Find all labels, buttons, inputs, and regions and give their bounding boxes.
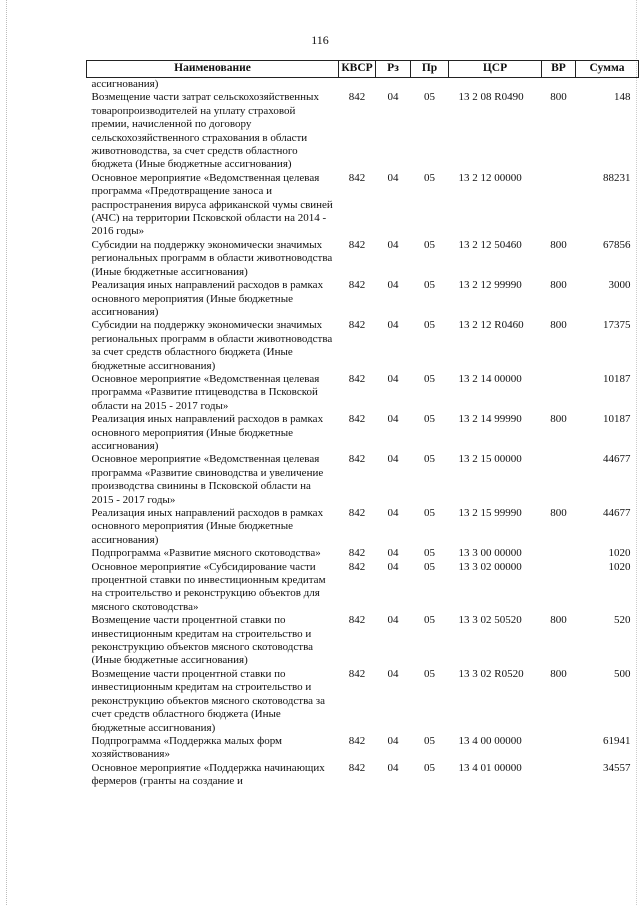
cell-rz: 04 [387, 171, 399, 184]
table-row [87, 547, 639, 560]
cell-csr: 13 2 12 00000 [458, 171, 522, 184]
cell-name: Подпрограмма «Развитие мясного скотоводства» [91, 547, 321, 560]
cell-rz: 04 [387, 91, 399, 104]
cell-csr: 13 2 12 R0460 [458, 319, 524, 332]
cell-rz: 04 [387, 319, 399, 332]
cell-rz: 04 [387, 547, 399, 560]
cell-vr: 800 [550, 238, 567, 251]
cell-name: Основное мероприятие «Ведомственная целевая программа «Предотвращение заноса и распространения вируса африканской чумы свиней (АЧС) на территории Псковской области на 2014 - 2016 годы» [91, 171, 333, 238]
cell-name: Основное мероприятие «Поддержка начинающих фермеров (гранты на создание и [91, 761, 325, 788]
cell-sum: 3000 [608, 279, 631, 292]
header-name: Наименование [87, 61, 339, 78]
cell-sum: 61941 [603, 734, 631, 747]
cell-rz: 04 [387, 372, 399, 385]
cell-pr: 05 [424, 614, 435, 627]
table-row [87, 78, 639, 92]
cell-rz: 04 [387, 734, 399, 747]
header-vr: ВР [542, 61, 576, 78]
cell-kvsr: 842 [348, 279, 366, 292]
cell-vr [542, 78, 576, 92]
cell-kvsr: 842 [348, 560, 366, 573]
cell-sum: 44677 [603, 507, 631, 519]
cell-vr [542, 172, 576, 239]
cell-vr: 800 [550, 614, 567, 627]
cell-name: Реализация иных направлений расходов в рамках основного мероприятия (Иные бюджетные ассигнования) [91, 507, 324, 546]
cell-name: Возмещение части затрат сельскохозяйственных товаропроизводителей на уплату страховой премии, начисленной по договору сельскохозяйственного страхования в области животноводства, за счет средств областного бюджета (Иные бюджетные ассигнования) [91, 91, 319, 171]
cell-sum: 44677 [603, 453, 631, 466]
cell-vr [542, 547, 576, 560]
cell-csr: 13 2 15 99990 [458, 507, 522, 519]
cell-sum: 67856 [603, 238, 631, 251]
cell-kvsr: 842 [348, 453, 366, 466]
cell-rz: 04 [387, 560, 399, 573]
cell-rz: 04 [387, 453, 399, 466]
budget-table [86, 60, 639, 789]
cell-rz: 04 [387, 614, 399, 627]
cell-pr: 05 [424, 560, 435, 573]
cell-kvsr: 842 [348, 667, 366, 680]
cell-sum: 17375 [603, 319, 631, 332]
cell-vr: 800 [550, 91, 567, 104]
table-row [87, 172, 639, 239]
cell-name: Реализация иных направлений расходов в рамках основного мероприятия (Иные бюджетные ассигнования) [91, 279, 324, 318]
budget-table-container [86, 60, 638, 789]
cell-rz: 04 [387, 413, 399, 426]
cell-csr: 13 4 01 00000 [458, 761, 522, 774]
cell-sum: 1020 [608, 547, 631, 560]
cell-csr: 13 2 12 50460 [458, 238, 522, 251]
table-row [87, 319, 639, 373]
cell-vr: 800 [550, 413, 567, 426]
cell-name: Субсидии на поддержку экономически значимых региональных программ в области животноводства (Иные бюджетные ассигнования) [91, 238, 333, 278]
cell-pr: 05 [424, 761, 435, 774]
cell-sum: 520 [614, 614, 631, 627]
header-csr: ЦСР [449, 61, 542, 78]
table-row [87, 614, 639, 668]
cell-vr: 800 [550, 667, 567, 680]
cell-pr: 05 [424, 734, 435, 747]
cell-kvsr: 842 [348, 614, 366, 627]
table-row [87, 735, 639, 762]
table-row [87, 668, 639, 735]
table-row [87, 413, 639, 453]
cell-csr: 13 2 14 00000 [458, 372, 522, 385]
cell-kvsr: 842 [348, 734, 366, 747]
cell-name: Основное мероприятие «Ведомственная целевая программа «Развитие птицеводства в Псковской области на 2015 - 2017 годы» [91, 372, 320, 412]
cell-rz: 04 [387, 667, 399, 680]
cell-rz: 04 [387, 238, 399, 251]
cell-vr: 800 [550, 319, 567, 332]
cell-pr: 05 [424, 372, 435, 385]
cell-csr: 13 2 15 00000 [458, 453, 522, 466]
page-number: 116 [311, 33, 329, 47]
cell-sum: 34557 [603, 761, 631, 774]
cell-name: Возмещение части процентной ставки по инвестиционным кредитам на строительство и реконструкцию объектов мясного скотоводства (Иные бюджетные ассигнования) [91, 614, 313, 667]
cell-pr: 05 [424, 171, 435, 184]
cell-sum: 10187 [603, 372, 631, 385]
cell-kvsr: 842 [348, 171, 366, 184]
cell-name: Подпрограмма «Поддержка малых форм хозяйствования» [91, 734, 283, 761]
table-row [87, 239, 639, 279]
cell-sum: 1020 [608, 560, 631, 573]
cell-pr: 05 [424, 507, 435, 519]
cell-kvsr [339, 78, 376, 92]
cell-kvsr: 842 [348, 413, 366, 426]
cell-pr: 05 [424, 279, 435, 292]
cell-vr: 800 [550, 279, 567, 292]
cell-vr [542, 561, 576, 615]
cell-name: ассигнования) [91, 78, 159, 90]
table-row [87, 453, 639, 507]
cell-rz [376, 78, 411, 92]
table-row [87, 373, 639, 413]
cell-kvsr: 842 [348, 372, 366, 385]
table-header-row [87, 61, 639, 78]
cell-pr: 05 [424, 319, 435, 332]
cell-vr [542, 735, 576, 762]
cell-rz: 04 [387, 279, 399, 292]
cell-kvsr: 842 [348, 761, 366, 774]
cell-sum [576, 78, 639, 92]
header-kvsr: КВСР [339, 61, 376, 78]
cell-kvsr: 842 [348, 507, 366, 519]
cell-pr: 05 [424, 238, 435, 251]
cell-kvsr: 842 [348, 238, 366, 251]
table-row [87, 507, 639, 547]
cell-vr [542, 373, 576, 413]
cell-sum: 500 [614, 667, 631, 680]
left-margin-line [6, 0, 8, 905]
cell-name: Субсидии на поддержку экономически значимых региональных программ в области животноводства за счет средств областного бюджета (Иные бюджетные ассигнования) [91, 319, 333, 372]
cell-name: Основное мероприятие «Субсидирование части процентной ставки по инвестиционным кредитам на строительство и реконструкцию объектов для мясного скотоводства» [91, 560, 326, 613]
table-row [87, 561, 639, 615]
cell-rz: 04 [387, 761, 399, 774]
cell-csr: 13 3 02 R0520 [458, 667, 524, 680]
cell-sum: 10187 [603, 413, 631, 426]
cell-csr: 13 3 02 00000 [458, 560, 522, 573]
cell-csr [449, 78, 542, 92]
cell-csr: 13 3 00 00000 [458, 547, 522, 560]
cell-csr: 13 4 00 00000 [458, 734, 522, 747]
header-rz: Рз [376, 61, 411, 78]
cell-csr: 13 2 12 99990 [458, 279, 522, 292]
cell-vr [542, 453, 576, 507]
cell-pr: 05 [424, 413, 435, 426]
cell-sum: 148 [614, 91, 631, 104]
cell-kvsr: 842 [348, 319, 366, 332]
cell-csr: 13 2 14 99990 [458, 413, 522, 426]
table-row [87, 91, 639, 171]
cell-sum: 88231 [603, 171, 631, 184]
cell-name: Основное мероприятие «Ведомственная целевая программа «Развитие свиноводства и увеличение производства свинины в Псковской области на 2015 - 2017 годы» [91, 453, 324, 506]
header-sum: Сумма [576, 61, 639, 78]
cell-kvsr: 842 [348, 547, 366, 560]
cell-name: Возмещение части процентной ставки по инвестиционным кредитам на строительство и реконструкцию объектов мясного скотоводства за счет средств областного бюджета (Иные бюджетные ассигнования) [91, 667, 325, 734]
cell-vr: 800 [550, 507, 567, 519]
header-pr: Пр [411, 61, 449, 78]
table-row [87, 762, 639, 789]
cell-pr [411, 78, 449, 92]
cell-csr: 13 2 08 R0490 [458, 91, 524, 104]
table-row [87, 279, 639, 319]
cell-rz: 04 [387, 507, 399, 519]
cell-pr: 05 [424, 91, 435, 104]
cell-kvsr: 842 [348, 91, 366, 104]
cell-vr [542, 762, 576, 789]
cell-name: Реализация иных направлений расходов в рамках основного мероприятия (Иные бюджетные ассигнования) [91, 413, 324, 452]
table-body [87, 78, 639, 789]
cell-pr: 05 [424, 667, 435, 680]
cell-csr: 13 3 02 50520 [458, 614, 522, 627]
cell-pr: 05 [424, 547, 435, 560]
cell-pr: 05 [424, 453, 435, 466]
